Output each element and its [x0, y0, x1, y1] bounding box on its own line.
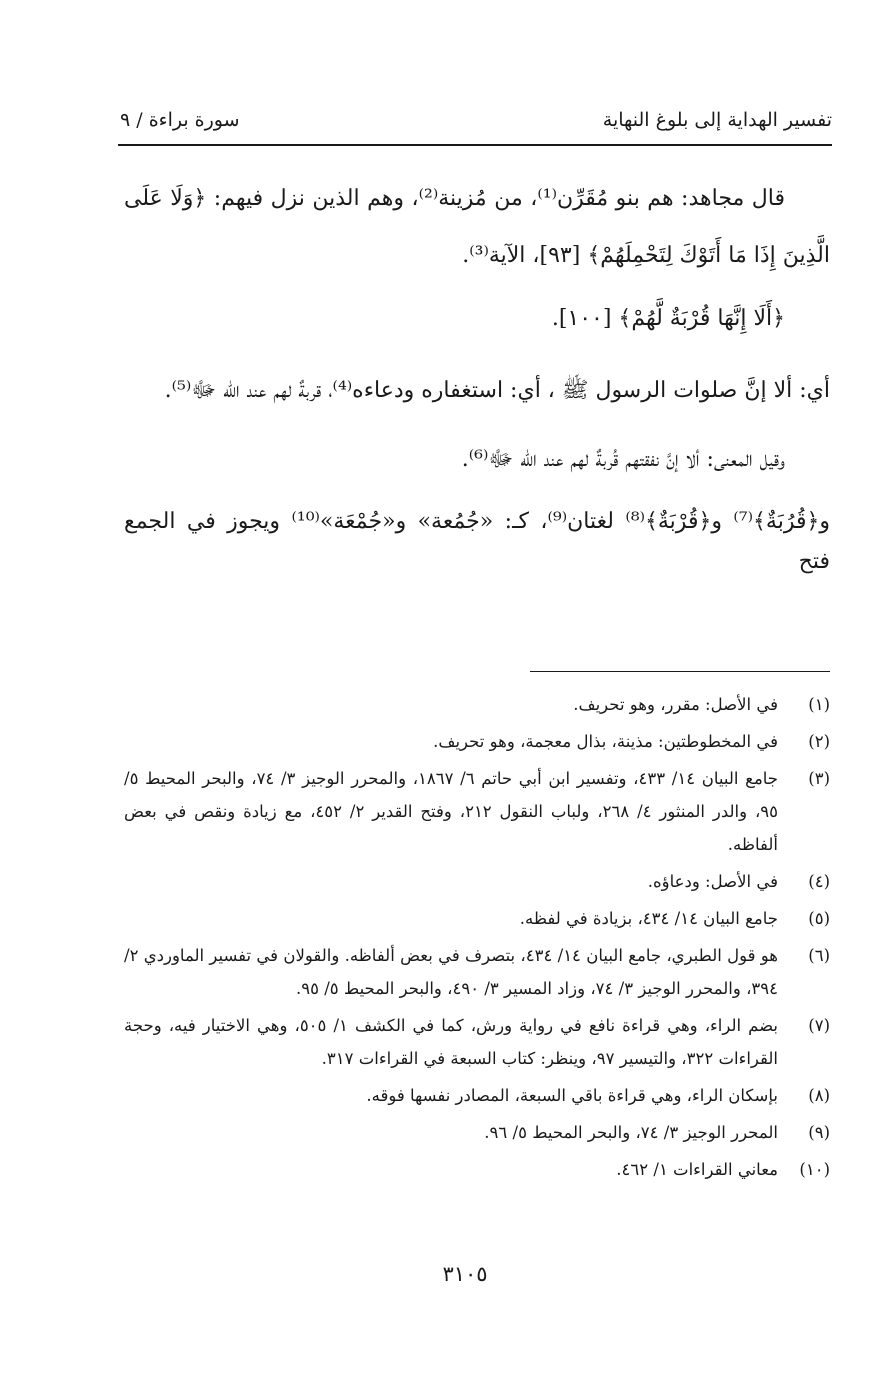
paragraph-alternate-meaning: وقيل المعنى: ألا إنَّ نفقتهم قُربةٌ لهم عند الله ﷻ⁽⁶⁾.	[461, 447, 785, 472]
footnote-text: جامع البيان ١٤/ ٤٣٤، بزيادة في لفظه.	[519, 909, 778, 928]
book-title: تفسير الهداية إلى بلوغ النهاية	[602, 109, 832, 131]
footnote-number: (١٠)	[799, 1160, 830, 1179]
surah-label: سورة براءة / ٩	[120, 109, 240, 131]
footnote-number: (٥)	[808, 909, 830, 928]
footnote-number: (٧)	[808, 1016, 830, 1035]
footnote	[124, 688, 834, 721]
footnote-number: (٢)	[808, 732, 830, 751]
footnote-text: بضم الراء، وهي قراءة نافع في رواية ورش، كما في الكشف ١/ ٥٠٥، وهي الاختيار فيه، وحجة القراءات ٣٢٢، والتيسير ٩٧، وينظر: كتاب السبعة في القراءات ٣١٧.	[124, 1016, 779, 1068]
paragraph-explanation: أي: ألا إنَّ صلوات الرسول ﷺ ، أي: استغفاره ودعاءه⁽⁴⁾، قربةٌ لهم عند الله ﷻ⁽⁵⁾.	[164, 378, 830, 403]
footnote	[124, 939, 834, 1005]
footnote-text: جامع البيان ١٤/ ٤٣٣، وتفسير ابن أبي حاتم ٦/ ١٨٦٧، والمحرر الوجيز ٣/ ٧٤، والبحر المحيط ٥/ ٩٥، والدر المنثور ٤/ ٢٦٨، ولباب النقول ٢١٢، وفتح القدير ٢/ ٤٥٢، مع زيادة ونقص في بعض ألفاظه.	[124, 769, 779, 854]
paragraph-readings: و﴿قُرُبَةٌ﴾⁽⁷⁾ و﴿قُرْبَةٌ﴾⁽⁸⁾ لغتان⁽⁹⁾، كـ: «جُمُعة» و«جُمْعَة»⁽¹⁰⁾ ويجوز في الجمع فتح	[124, 509, 831, 574]
footnote-number: (٦)	[808, 946, 830, 965]
footnote-text: هو قول الطبري، جامع البيان ١٤/ ٤٣٤، بتصرف في بعض ألفاظه. والقولان في تفسير الماوردي ٢/ ٣٩٤، والمحرر الوجيز ٣/ ٧٤، وزاد المسير ٣/ ٤٩٠، والبحر المحيط ٥/ ٩٥.	[124, 946, 778, 998]
footnote-text: معاني القراءات ١/ ٤٦٢.	[616, 1160, 778, 1179]
footnote	[124, 725, 834, 758]
footnotes	[124, 688, 834, 1190]
header-rule	[118, 144, 832, 146]
paragraph-verse-100: ﴿أَلَا إِنَّهَا قُرْبَةٌ لَّهُمْ﴾ [١٠٠].	[551, 306, 785, 331]
footnote-text: في المخطوطتين: مذينة، بذال معجمة، وهو تحريف.	[433, 732, 778, 751]
footnote	[124, 902, 834, 935]
footnote	[124, 1116, 834, 1149]
footnote-text: بإسكان الراء، وهي قراءة باقي السبعة، المصادر نفسها فوقه.	[366, 1086, 778, 1105]
footnote-text: المحرر الوجيز ٣/ ٧٤، والبحر المحيط ٥/ ٩٦.	[484, 1123, 778, 1142]
footnote-number: (٣)	[808, 769, 830, 788]
footnote-number: (٨)	[808, 1086, 830, 1105]
footnote-text: في الأصل: ودعاؤه.	[647, 872, 778, 891]
footnote	[124, 865, 834, 898]
footnote-number: (٤)	[808, 872, 830, 891]
footnote-text: في الأصل: مقرر، وهو تحريف.	[573, 695, 778, 714]
footnote-separator	[530, 671, 830, 672]
page-number: ٣١٠٥	[442, 1262, 488, 1286]
footnote	[124, 762, 834, 861]
running-header	[120, 100, 832, 140]
footnote-number: (١)	[808, 695, 830, 714]
main-text	[124, 170, 830, 582]
footnote	[124, 1153, 834, 1186]
paragraph-mujahid: قال مجاهد: هم بنو مُقَرِّن⁽¹⁾، من مُزينة⁽²⁾، وهم الذين نزل فيهم: ﴿وَلَا عَلَى الَّذِينَ إِذَا مَا أَتَوْكَ لِتَحْمِلَهُمْ﴾ [٩٣]، الآية⁽³⁾.	[124, 186, 830, 268]
footnote	[124, 1079, 834, 1112]
footnote-number: (٩)	[808, 1123, 830, 1142]
footnote	[124, 1009, 834, 1075]
